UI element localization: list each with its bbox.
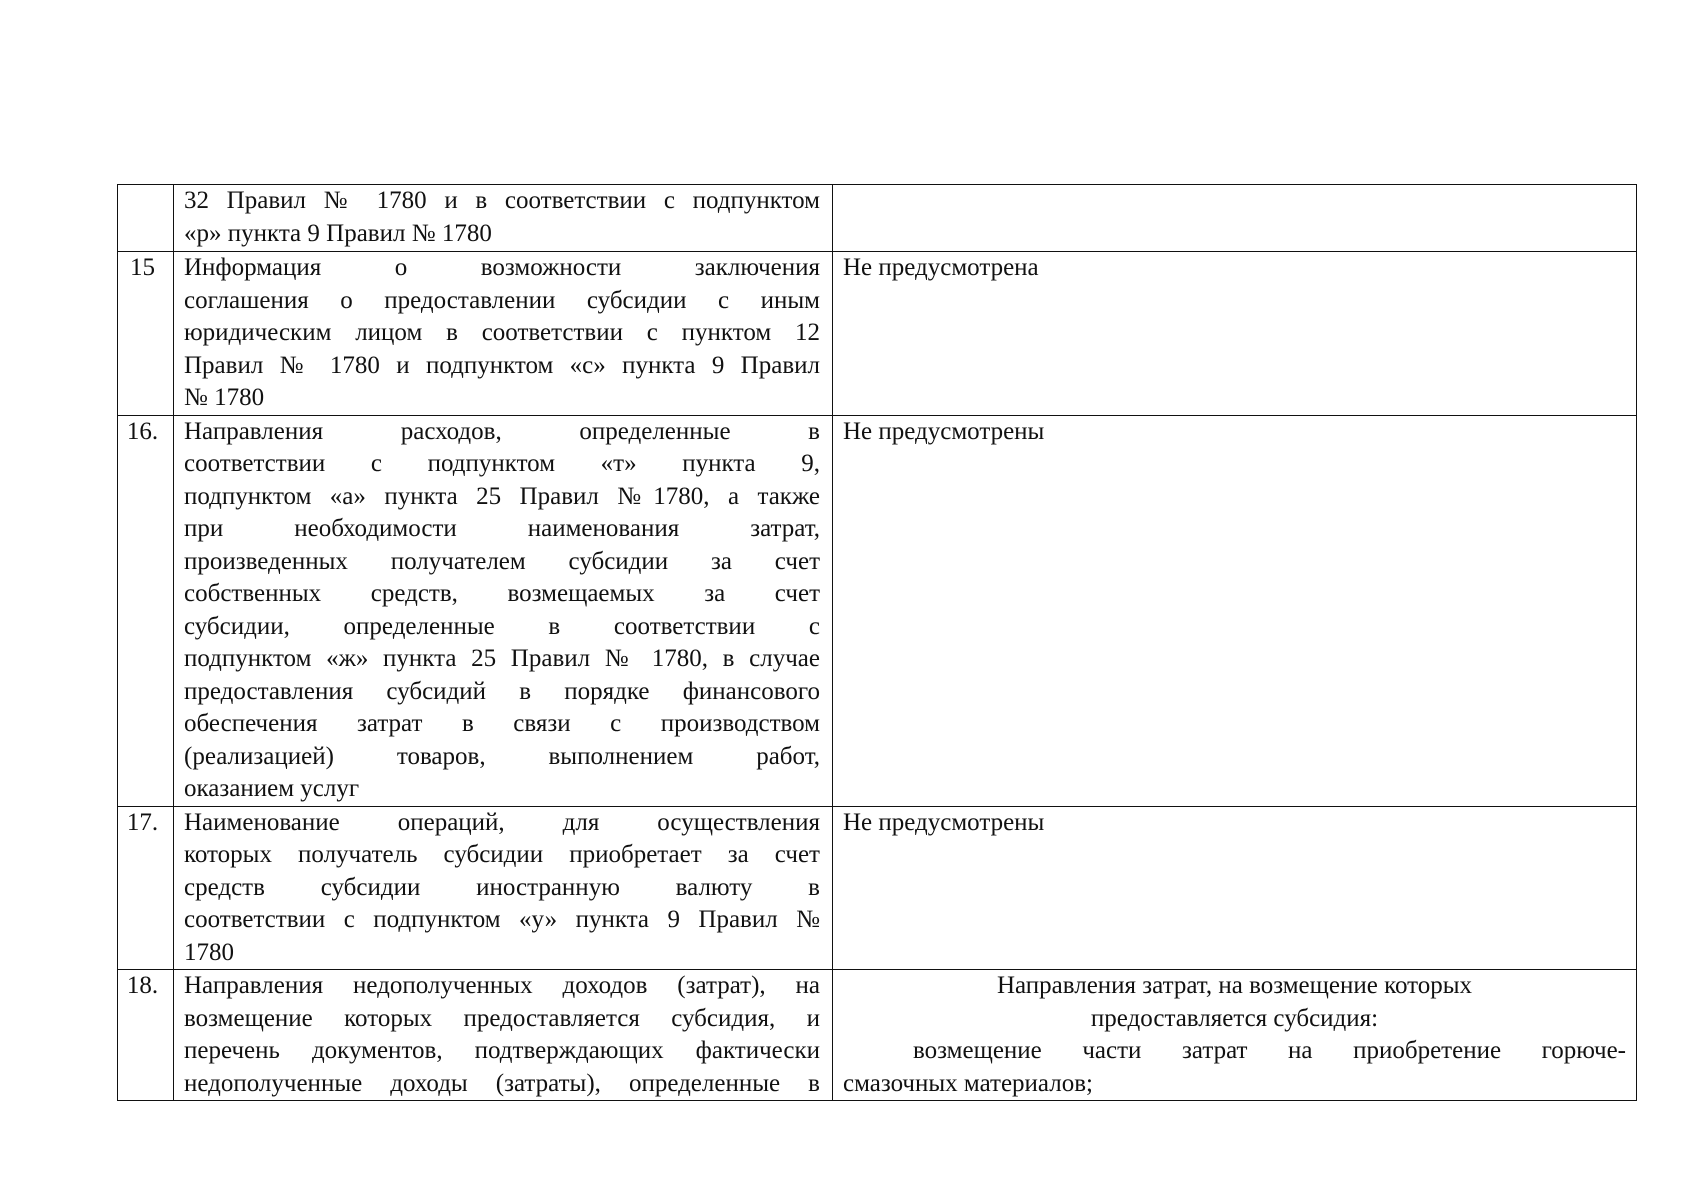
answer-line: Не предусмотрены xyxy=(843,808,1045,836)
description-line: при необходимости наименования затрат, xyxy=(184,515,820,542)
description-line: Правил № 1780 и подпунктом «с» пункта 9 Правил xyxy=(184,351,820,379)
description-line: обеспечения затрат в связи с производством xyxy=(184,710,820,737)
row-answer xyxy=(833,970,1637,1101)
description-line: Наименование операций, для осуществления xyxy=(184,808,820,836)
description-line: предоставления субсидий в порядке финансового xyxy=(184,677,820,705)
table-body xyxy=(118,185,1637,1101)
description-line: № 1780 xyxy=(184,384,265,411)
row-number: 15 xyxy=(118,252,174,416)
answer-line: смазочных материалов; xyxy=(843,1069,1093,1097)
description-line: подпунктом «а» пункта 25 Правил №1780, а также xyxy=(184,482,820,510)
description-line: произведенных получателем субсидии за счет xyxy=(184,547,820,575)
description-line: «р» пункта 9 Правил № 1780 xyxy=(184,219,492,247)
row-description xyxy=(174,252,833,416)
description-line: соглашения о предоставлении субсидии с иным xyxy=(184,286,820,314)
description-line: собственных средств, возмещаемых за счет xyxy=(184,580,820,607)
description-line: юридическим лицом в соответствии с пунктом 12 xyxy=(184,319,820,346)
row-number xyxy=(118,185,174,252)
table-row xyxy=(118,806,1637,970)
row-description xyxy=(174,415,833,806)
table-row xyxy=(118,185,1637,252)
description-line: оказанием услуг xyxy=(184,775,360,802)
description-line: (реализацией) товаров, выполнением работ, xyxy=(184,742,820,770)
row-description xyxy=(174,970,833,1101)
description-line: средств субсидии иностранную валюту в xyxy=(184,873,820,901)
description-line: 1780 xyxy=(184,938,234,966)
row-answer xyxy=(833,252,1637,416)
description-line: перечень документов, подтверждающих фактически xyxy=(184,1037,820,1064)
row-answer xyxy=(833,806,1637,970)
description-line: подпунктом «ж» пункта 25 Правил № 1780, в случае xyxy=(184,645,820,672)
description-line: соответствии с подпунктом «у» пункта 9 Правил № xyxy=(184,906,820,933)
row-description xyxy=(174,185,833,252)
description-line: которых получатель субсидии приобретает за счет xyxy=(184,841,820,868)
description-line: возмещение которых предоставляется субсидия, и xyxy=(184,1004,820,1032)
document-table xyxy=(117,184,1637,1101)
description-line: соответствии с подпунктом «т» пункта 9, xyxy=(184,450,820,477)
description-line: Направления недополученных доходов (затрат), на xyxy=(184,972,820,999)
answer-line: предоставляется субсидия: xyxy=(1090,1004,1379,1032)
table-row xyxy=(118,252,1637,416)
row-answer xyxy=(833,185,1637,252)
row-answer xyxy=(833,415,1637,806)
table-row xyxy=(118,970,1637,1101)
description-line: 32 Правил № 1780 и в соответствии с подпунктом xyxy=(184,187,820,214)
description-line: Направления расходов, определенные в xyxy=(184,417,820,445)
answer-line: Не предусмотрены xyxy=(843,417,1045,445)
description-line: субсидии, определенные в соответствии с xyxy=(184,612,820,640)
table-row xyxy=(118,415,1637,806)
description-line: недополученные доходы (затраты), определенные в xyxy=(184,1069,820,1097)
row-number: 17. xyxy=(118,806,174,970)
answer-line: Не предусмотрена xyxy=(843,254,1039,281)
description-line: Информация о возможности заключения xyxy=(184,254,820,281)
answer-line: Направления затрат, на возмещение которых xyxy=(996,972,1473,999)
answer-line: возмещение части затрат на приобретение горюче- xyxy=(913,1037,1626,1064)
row-number: 18. xyxy=(118,970,174,1101)
row-description xyxy=(174,806,833,970)
row-number: 16. xyxy=(118,415,174,806)
